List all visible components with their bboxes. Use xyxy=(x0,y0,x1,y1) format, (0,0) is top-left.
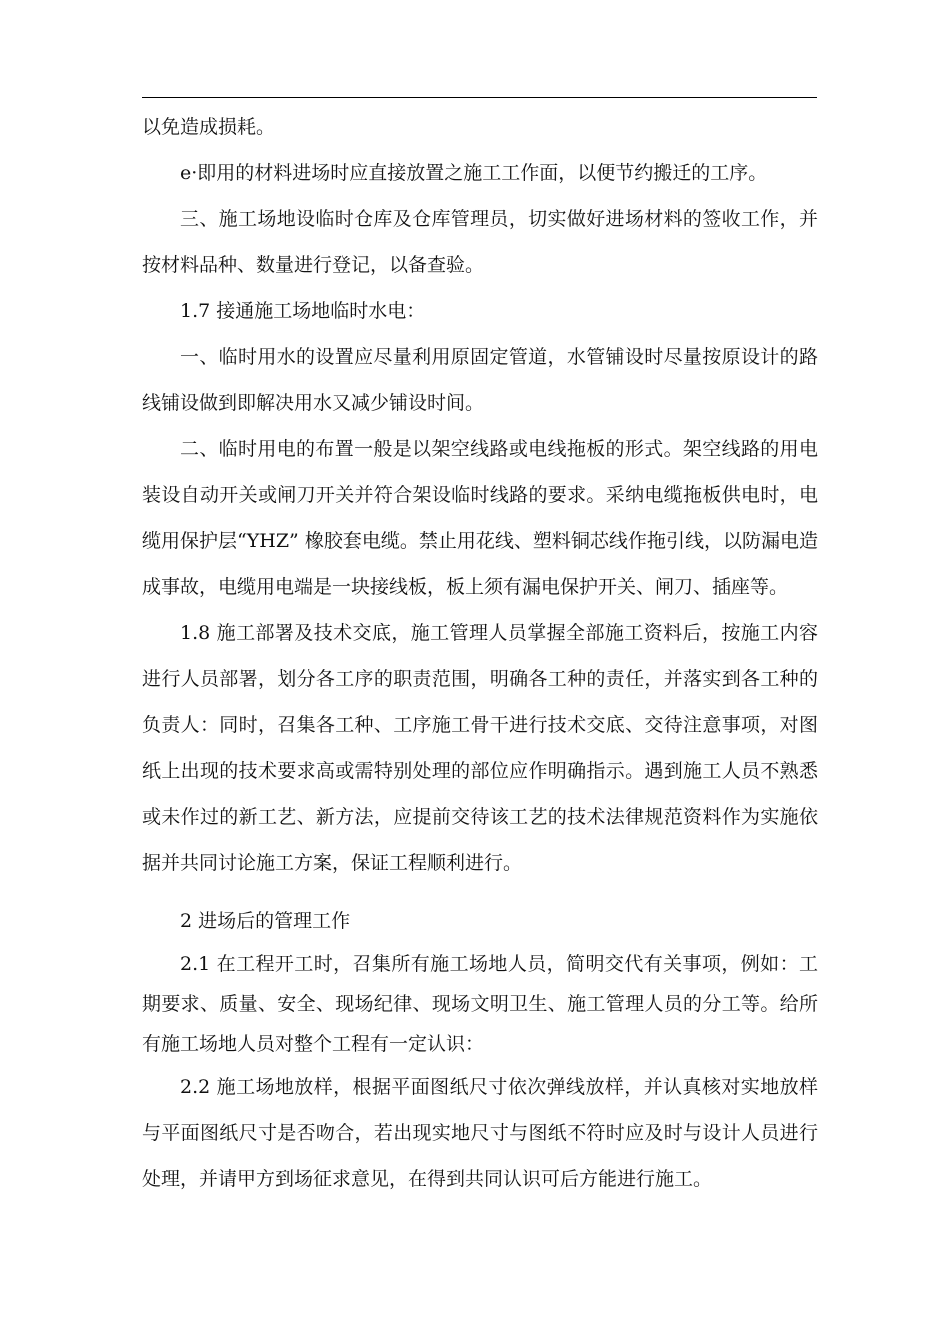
paragraph-item-e: e·即用的材料进场时应直接放置之施工工作面，以便节约搬迁的工序。 xyxy=(180,162,768,184)
paragraph-item-3: 三、施工场地设临时仓库及仓库管理员，切实做好进场材料的签收工作，并按材料品种、数量进行登记，以备查验。 xyxy=(142,208,818,276)
paragraph-water: 一、临时用水的设置应尽量利用原固定管道，水管铺设时尽量按原设计的路线铺设做到即解决用水又减少铺设时间。 xyxy=(142,346,818,414)
document-body xyxy=(142,104,818,1202)
section-1-8: 1.8 施工部署及技术交底，施工管理人员掌握全部施工资料后，按施工内容进行人员部署，划分各工序的职责范围，明确各工种的责任，并落实到各工种的负责人：同时，召集各工种、工序施工骨干进行技术交底、交待注意事项，对图纸上出现的技术要求高或需特别处理的部位应作明确指示。遇到施工人员不熟悉或未作过的新工艺、新方法，应提前交待该工艺的技术法律规范资料作为实施依据并共同讨论施工方案，保证工程顺利进行。 xyxy=(142,622,818,874)
section-2-2: 2.2 施工场地放样，根据平面图纸尺寸依次弹线放样，并认真核对实地放样与平面图纸尺寸是否吻合，若出现实地尺寸与图纸不符时应及时与设计人员进行处理，并请甲方到场征求意见，在得到共同认识可后方能进行施工。 xyxy=(142,1076,818,1190)
section-2-1: 2.1 在工程开工时，召集所有施工场地人员，简明交代有关事项，例如：工期要求、质量、安全、现场纪律、现场文明卫生、施工管理人员的分工等。给所有施工场地人员对整个工程有一定认识： xyxy=(142,953,818,1055)
section-heading-2: 2 进场后的管理工作 xyxy=(180,910,351,932)
header-rule xyxy=(142,97,817,98)
paragraph-electricity: 二、临时用电的布置一般是以架空线路或电线拖板的形式。架空线路的用电装设自动开关或闸刀开关并符合架设临时线路的要求。采纳电缆拖板供电时，电缆用保护层“YHZ” 橡胶套电缆。禁止用花线、塑料铜芯线作拖引线，以防漏电造成事故，电缆用电端是一块接线板，板上须有漏电保护开关、闸刀、插座等。 xyxy=(142,438,818,598)
section-heading-1-7: 1.7 接通施工场地临时水电： xyxy=(180,300,426,322)
paragraph-continuation: 以免造成损耗。 xyxy=(142,116,276,138)
